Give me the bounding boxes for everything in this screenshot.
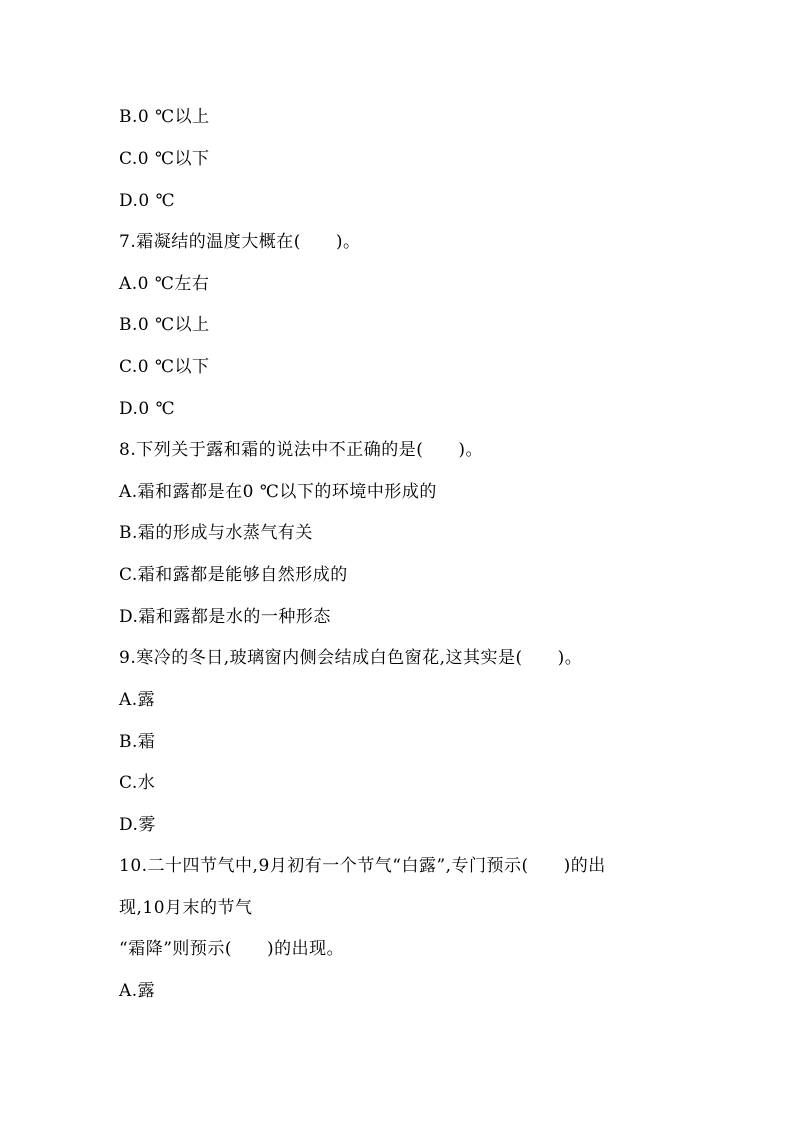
option-a-q10: A.露 [119, 981, 156, 1001]
option-c-q9: C.水 [119, 773, 156, 793]
option-d-q6: D.0 ℃ [119, 191, 176, 211]
option-a-q8: A.霜和露都是在0 ℃以下的环境中形成的 [119, 482, 437, 502]
question-10-line-2: 现,10月末的节气 [119, 898, 253, 918]
question-7: 7.霜凝结的温度大概在( )。 [119, 232, 361, 252]
option-b-q8: B.霜的形成与水蒸气有关 [119, 523, 313, 543]
option-b-q9: B.霜 [119, 732, 156, 752]
option-d-q9: D.雾 [119, 815, 156, 835]
question-10-line-3: “霜降”则预示( )的出现。 [119, 939, 345, 959]
option-c-q7: C.0 ℃以下 [119, 357, 210, 377]
option-c-q6: C.0 ℃以下 [119, 149, 210, 169]
option-a-q9: A.露 [119, 690, 156, 710]
option-a-q7: A.0 ℃左右 [119, 274, 210, 294]
option-d-q8: D.霜和露都是水的一种形态 [119, 607, 331, 627]
question-10-line-1: 10.二十四节气中,9月初有一个节气“白露”,专门预示( )的出 [119, 856, 606, 876]
option-b-q7: B.0 ℃以上 [119, 315, 210, 335]
option-b-q6: B.0 ℃以上 [119, 107, 210, 127]
option-d-q7: D.0 ℃ [119, 399, 176, 419]
question-8: 8.下列关于露和霜的说法中不正确的是( )。 [119, 440, 483, 460]
question-9: 9.寒冷的冬日,玻璃窗内侧会结成白色窗花,这其实是( )。 [119, 648, 583, 668]
option-c-q8: C.霜和露都是能够自然形成的 [119, 565, 348, 585]
